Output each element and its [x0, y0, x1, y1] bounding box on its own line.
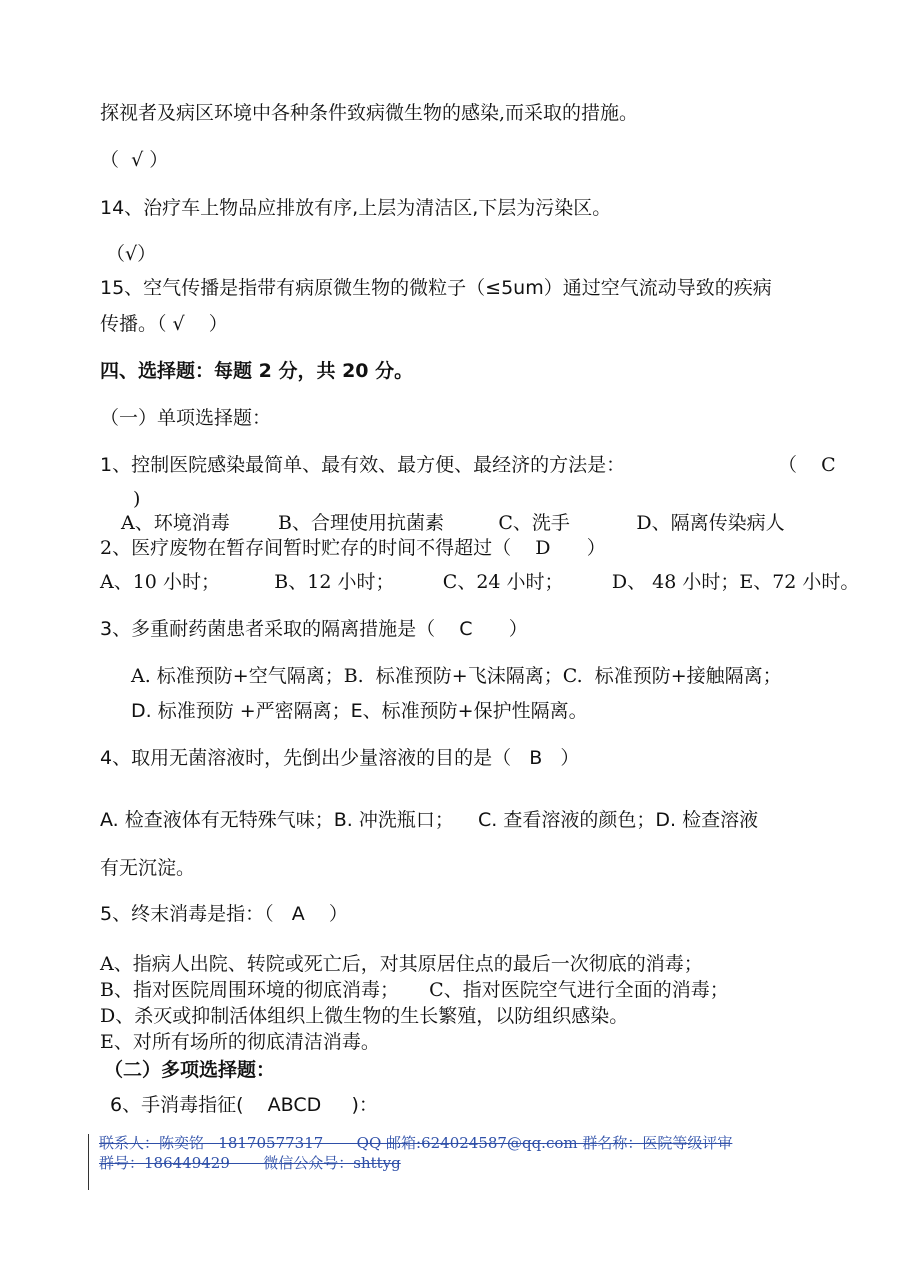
text-line: 探视者及病区环境中各种条件致病微生物的感染,而采取的措施。	[100, 102, 639, 124]
text-line: 传播。（ √ ）	[100, 313, 228, 335]
question-4: 4、取用无菌溶液时，先倒出少量溶液的目的是（ B ）	[100, 747, 580, 769]
subsection-heading: （二）多项选择题：	[104, 1059, 276, 1081]
section-heading: 四、选择题：每题 2 分，共 20 分。	[100, 360, 414, 382]
question-3: 3、多重耐药菌患者采取的隔离措施是（ C ）	[100, 618, 528, 640]
subsection-heading: （一）单项选择题：	[100, 407, 272, 429]
options-line: A. 标准预防+空气隔离；B. 标准预防+飞沫隔离；C. 标准预防+接触隔离；	[131, 665, 782, 687]
question-14: 14、治疗车上物品应排放有序,上层为清洁区,下层为污染区。	[100, 197, 612, 219]
text-line: )	[133, 488, 141, 510]
options-line: A、指病人出院、转院或死亡后，对其原居住点的最后一次彻底的消毒；	[100, 953, 703, 975]
question-5: 5、终末消毒是指：（ A ）	[100, 903, 348, 925]
footer-contact: 联系人：陈奕铭 18170577317 QQ 邮箱:624024587@qq.com 群名称：医院等级评审	[99, 1134, 733, 1152]
answer-text: （ C	[778, 454, 836, 476]
footer-group: 群号：186449429 微信公众号：shttyg	[99, 1154, 401, 1172]
options-line: D、杀灭或抑制活体组织上微生物的生长繁殖，以防组织感染。	[100, 1005, 629, 1027]
text-line: 有无沉淀。	[100, 857, 196, 879]
footer-divider	[88, 1134, 89, 1190]
question-15: 15、空气传播是指带有病原微生物的微粒子（≤5um）通过空气流动导致的疾病	[100, 277, 772, 299]
question-6: 6、手消毒指征( ABCD )：	[110, 1094, 378, 1116]
question-1: 1、控制医院感染最简单、最有效、最方便、最经济的方法是：	[100, 454, 626, 476]
options-line: B、指对医院周围环境的彻底消毒； C、指对医院空气进行全面的消毒；	[100, 979, 729, 1001]
options-line: A、10 小时； B、12 小时； C、24 小时； D、 48 小时；E、72 小时。	[100, 571, 860, 593]
question-2: 2、医疗废物在暂存间暂时贮存的时间不得超过（ D ）	[100, 537, 606, 559]
options-line: E、对所有场所的彻底清洁消毒。	[100, 1031, 380, 1053]
answer-mark: （ √ ）	[100, 149, 169, 171]
options-line: A、环境消毒 B、合理使用抗菌素 C、洗手 D、隔离传染病人	[121, 512, 785, 534]
options-line: D. 标准预防 +严密隔离；E、标准预防+保护性隔离。	[131, 700, 588, 722]
answer-mark: （√）	[106, 243, 157, 265]
options-line: A. 检查液体有无特殊气味；B. 冲洗瓶口； C. 查看溶液的颜色；D. 检查溶液	[100, 809, 759, 831]
